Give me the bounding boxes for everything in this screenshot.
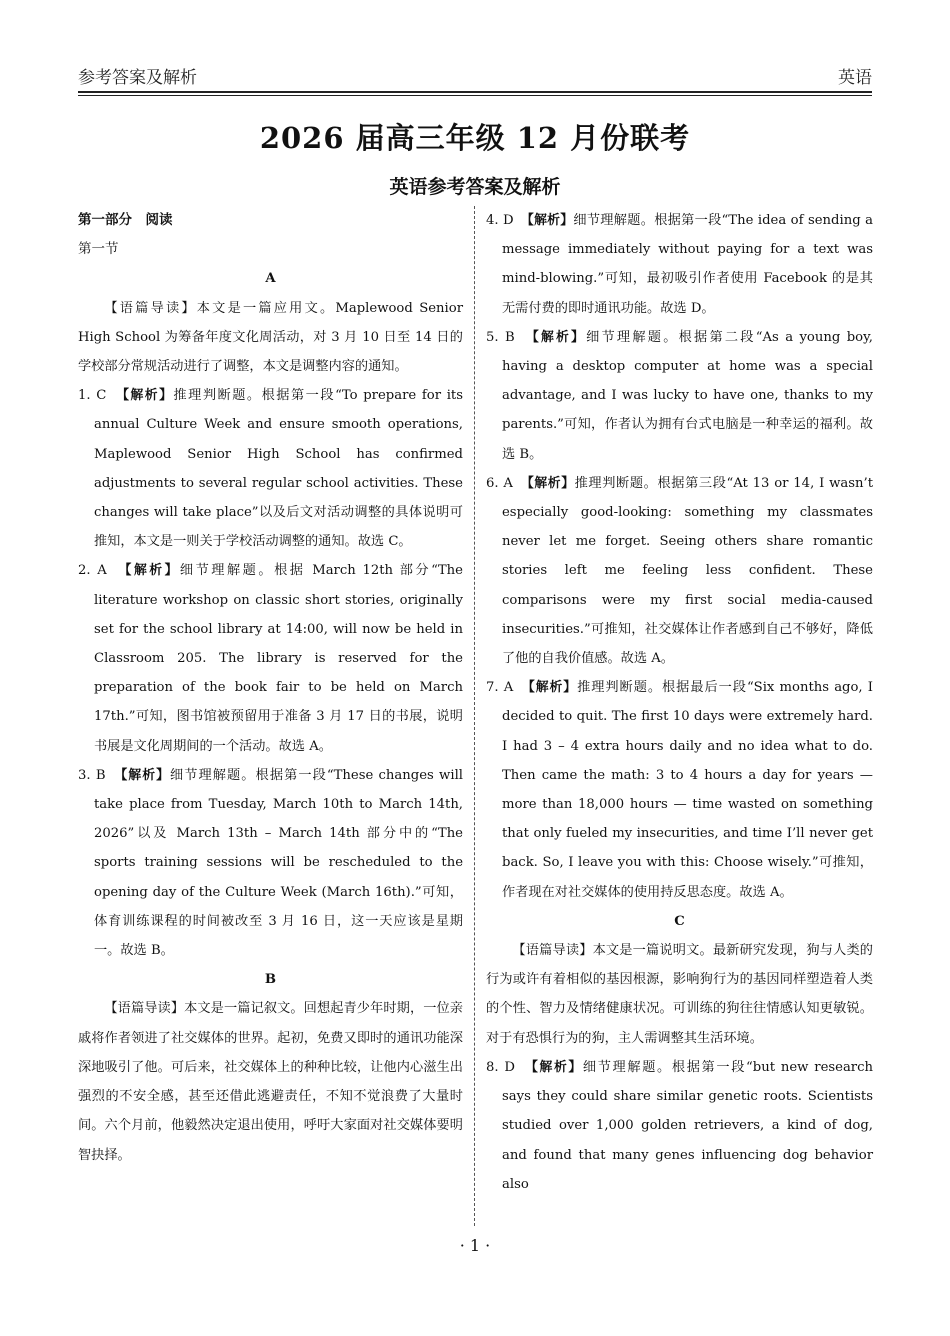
passage-intro-b: 【语篇导读】本文是一篇记叙文。回想起青少年时期，一位亲戚将作者领进了社交媒体的世界。起初，免费又即时的通讯功能深深地吸引了他。可后来，社交媒体上的种种比较，让他内心滋生出强烈的不安全感，甚至还借此逃避责任，不知不觉浪费了大量时间。六个月前，他毅然决定退出使用，呼吁大家面对社交媒体要明智抉择。	[78, 1001, 463, 1163]
header-right: 英语	[838, 68, 872, 88]
analysis-tag: 【解析】	[125, 563, 180, 579]
analysis-tag: 【解析】	[527, 475, 575, 491]
passage-label-c: C	[674, 913, 685, 929]
passage-label-b: B	[264, 972, 277, 988]
answer-text: 细节理解题。根据第一段“These changes will take place from Tuesday, March 10th to March 14th, 2026”以及 March 13th – March 14th 部分中的“The sports training sessions will be rescheduled to the opening day of the Culture Week (March 16th).”可知，体育训练课程的时间被改至 3 月 16 日，这一天应该是星期一。故选 B。	[94, 767, 464, 959]
question-number: 5. B	[486, 329, 515, 345]
passage-intro-a: 【语篇导读】本文是一篇应用文。Maplewood Senior High School 为筹备年度文化周活动，对 3 月 10 日至 14 日的学校部分常规活动进行了调整，本文是调整内容的通知。	[78, 300, 463, 375]
question-number: 2. A	[78, 563, 107, 579]
analysis-tag: 【解析】	[528, 680, 578, 696]
page-number: · 1 ·	[459, 1236, 491, 1255]
answer-text: 细节理解题。根据第一段“but new research says they could share similar genetic roots. Scientists studied over 1,000 golden retrievers, a kind of dog, and found that many genes influencing dog behavior also	[502, 1059, 873, 1192]
passage-label-a: A	[265, 271, 276, 287]
answer-item-2	[78, 556, 463, 760]
answer-item-4	[486, 206, 873, 323]
answer-text: 细节理解题。根据 March 12th 部分“The literature workshop on classic short stories, originally set for the school library at 14:00, will now be held in Classroom 205. The library is reserved for the preparation of the book fair to be held on March 17th.”可知，图书馆被预留用于准备 3 月 17 日的书展，说明书展是文化周期间的一个活动。故选 A。	[94, 563, 463, 754]
running-header	[78, 60, 872, 88]
answer-text: 细节理解题。根据第一段“The idea of sending a message immediately without paying for a text was mind-blowing.”可知，最初吸引作者使用 Facebook 的是其无需付费的即时通讯功能。故选 D。	[502, 213, 873, 316]
page-title: 2026 届高三年级 12 月份联考	[259, 121, 691, 155]
header-rule-thick	[78, 91, 872, 93]
analysis-tag: 【解析】	[532, 329, 587, 345]
answer-text: 细节理解题。根据第二段“As a young boy, having a desktop computer at home was a special advantage, and I was lucky to have one, thanks to my parents.”可知，作者认为拥有台式电脑是一种幸运的福利。故选 B。	[502, 329, 873, 462]
passage-intro-c: 【语篇导读】本文是一篇说明文。最新研究发现，狗与人类的行为或许有着相似的基因根源，影响狗行为的基因同样塑造着人类的个性、智力及情绪健康状况。可训练的狗往往情感认知更敏锐。对于有恐惧行为的狗，主人需调整其生活环境。	[486, 943, 873, 1046]
answer-item-5	[486, 323, 873, 469]
page-subtitle: 英语参考答案及解析	[389, 176, 561, 198]
answer-item-6	[486, 469, 873, 673]
answer-item-3	[78, 761, 463, 965]
question-number: 7. A	[486, 680, 514, 696]
question-number: 8. D	[486, 1059, 515, 1075]
question-number: 3. B	[78, 767, 106, 783]
answer-item-7	[486, 673, 873, 907]
answer-item-8	[486, 1053, 873, 1199]
section-heading: 第一节	[78, 241, 119, 258]
answer-text: 推理判断题。根据第一段“To prepare for its annual Culture Week and ensure smooth operations, Maplewood Senior High School has confirmed adjustments to several regular school activities. These changes will take place”以及后文对活动调整的具体说明可推知，本文是一则关于学校活动调整的通知。故选 C。	[94, 388, 463, 550]
question-number: 6. A	[486, 475, 513, 491]
header-left: 参考答案及解析	[78, 68, 197, 88]
analysis-tag: 【解析】	[531, 1059, 583, 1075]
right-column	[486, 206, 873, 1199]
analysis-tag: 【解析】	[122, 388, 174, 404]
header-rule-thin	[78, 95, 872, 96]
analysis-tag: 【解析】	[120, 767, 170, 783]
answer-text: 推理判断题。根据第三段“At 13 or 14, I wasn’t especially good-looking: something my classmates never let me forget. Seeing others share romantic stories left me feeling less confident. These comparisons were my first social media-caused insecurities.”可推知，社交媒体让作者感到自己不够好，降低了他的自我价值感。故选 A。	[502, 475, 873, 667]
analysis-tag: 【解析】	[527, 213, 574, 228]
column-divider	[474, 206, 475, 1226]
part-heading: 第一部分 阅读	[78, 212, 173, 228]
answer-text: 推理判断题。根据最后一段“Six months ago, I decided to quit. The first 10 days were extremely hard. I had 3 – 4 extra hours daily and no idea what to do. Then came the math: 3 to 4 hours a day for years — more than 18,000 hours — time wasted on something that only fueled my insecurities, and time I’ll never get back. So, I leave you with this: Choose wisely.”可推知，作者现在对社交媒体的使用持反思态度。故选 A。	[502, 680, 873, 900]
question-number: 1. C	[78, 388, 107, 404]
answer-item-1	[78, 381, 463, 556]
left-column	[78, 206, 463, 1170]
question-number: 4. D	[486, 213, 514, 228]
